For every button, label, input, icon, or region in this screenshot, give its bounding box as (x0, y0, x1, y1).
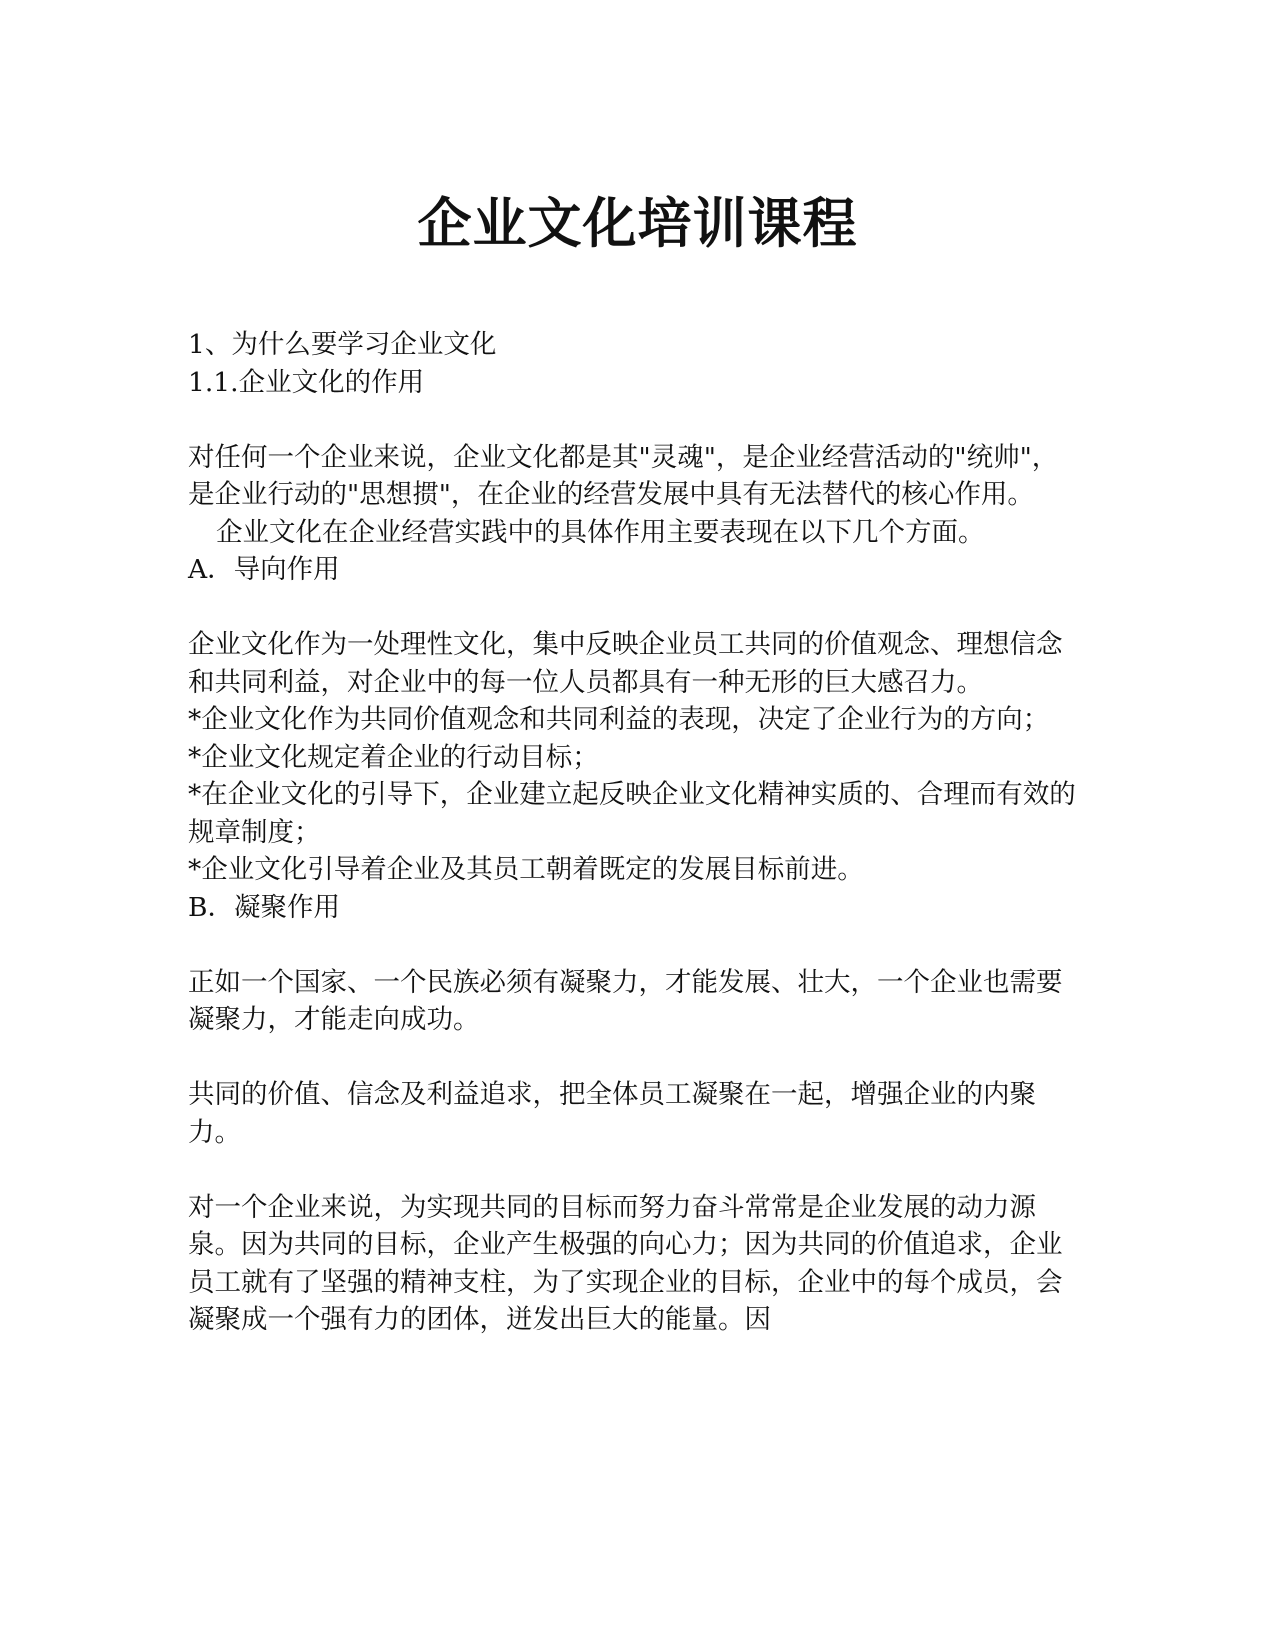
paragraph-gap (188, 1151, 1078, 1189)
paragraph-intro: 对任何一个企业来说，企业文化都是其"灵魂"，是企业经营活动的"统帅"，是企业行动的"思想掼"，在企业的经营发展中具有无法替代的核心作用。 (188, 441, 1059, 510)
section-heading-1: 1、为什么要学习企业文化 (188, 329, 497, 360)
paragraph-motivation: 对一个企业来说，为实现共同的目标而努力奋斗常常是企业发展的动力源泉。因为共同的目标，企业产生极强的向心力；因为共同的价值追求，企业员工就有了坚强的精神支柱，为了实现企业的目标，企业中的每个成员，会凝聚成一个强有力的团体，迸发出巨大的能量。因 (188, 1191, 1063, 1335)
section-heading-b: B．凝聚作用 (188, 891, 340, 923)
paragraph-gap (188, 1039, 1078, 1077)
paragraph-gap (188, 589, 1078, 627)
paragraph-gap (188, 926, 1078, 964)
paragraph-gap (188, 401, 1078, 439)
paragraph-guidance: 企业文化作为一处理性文化，集中反映企业员工共同的价值观念、理想信念和共同利益，对企业中的每一位人员都具有一种无形的巨大感召力。 (188, 629, 1063, 698)
paragraph-cohesion: 正如一个国家、一个民族必须有凝聚力，才能发展、壮大，一个企业也需要凝聚力，才能走向成功。 (188, 966, 1063, 1035)
bullet-item: *企业文化规定着企业的行动目标； (188, 741, 599, 773)
bullet-item: *企业文化作为共同价值观念和共同利益的表现，决定了企业行为的方向； (188, 704, 1050, 735)
document-title: 企业文化培训课程 (417, 191, 858, 255)
subsection-heading-1-1: 1.1.企业文化的作用 (188, 366, 425, 398)
document-body (188, 326, 1078, 1339)
paragraph-shared-values: 共同的价值、信念及利益追求，把全体员工凝聚在一起，增强企业的内聚力。 (188, 1079, 1036, 1148)
bullet-item: *在企业文化的引导下，企业建立起反映企业文化精神实质的、合理而有效的规章制度； (188, 779, 1076, 848)
bullet-item: *企业文化引导着企业及其员工朝着既定的发展目标前进。 (188, 854, 864, 885)
paragraph-aspects: 企业文化在企业经营实践中的具体作用主要表现在以下几个方面。 (216, 516, 985, 548)
section-heading-a: A．导向作用 (188, 554, 340, 585)
